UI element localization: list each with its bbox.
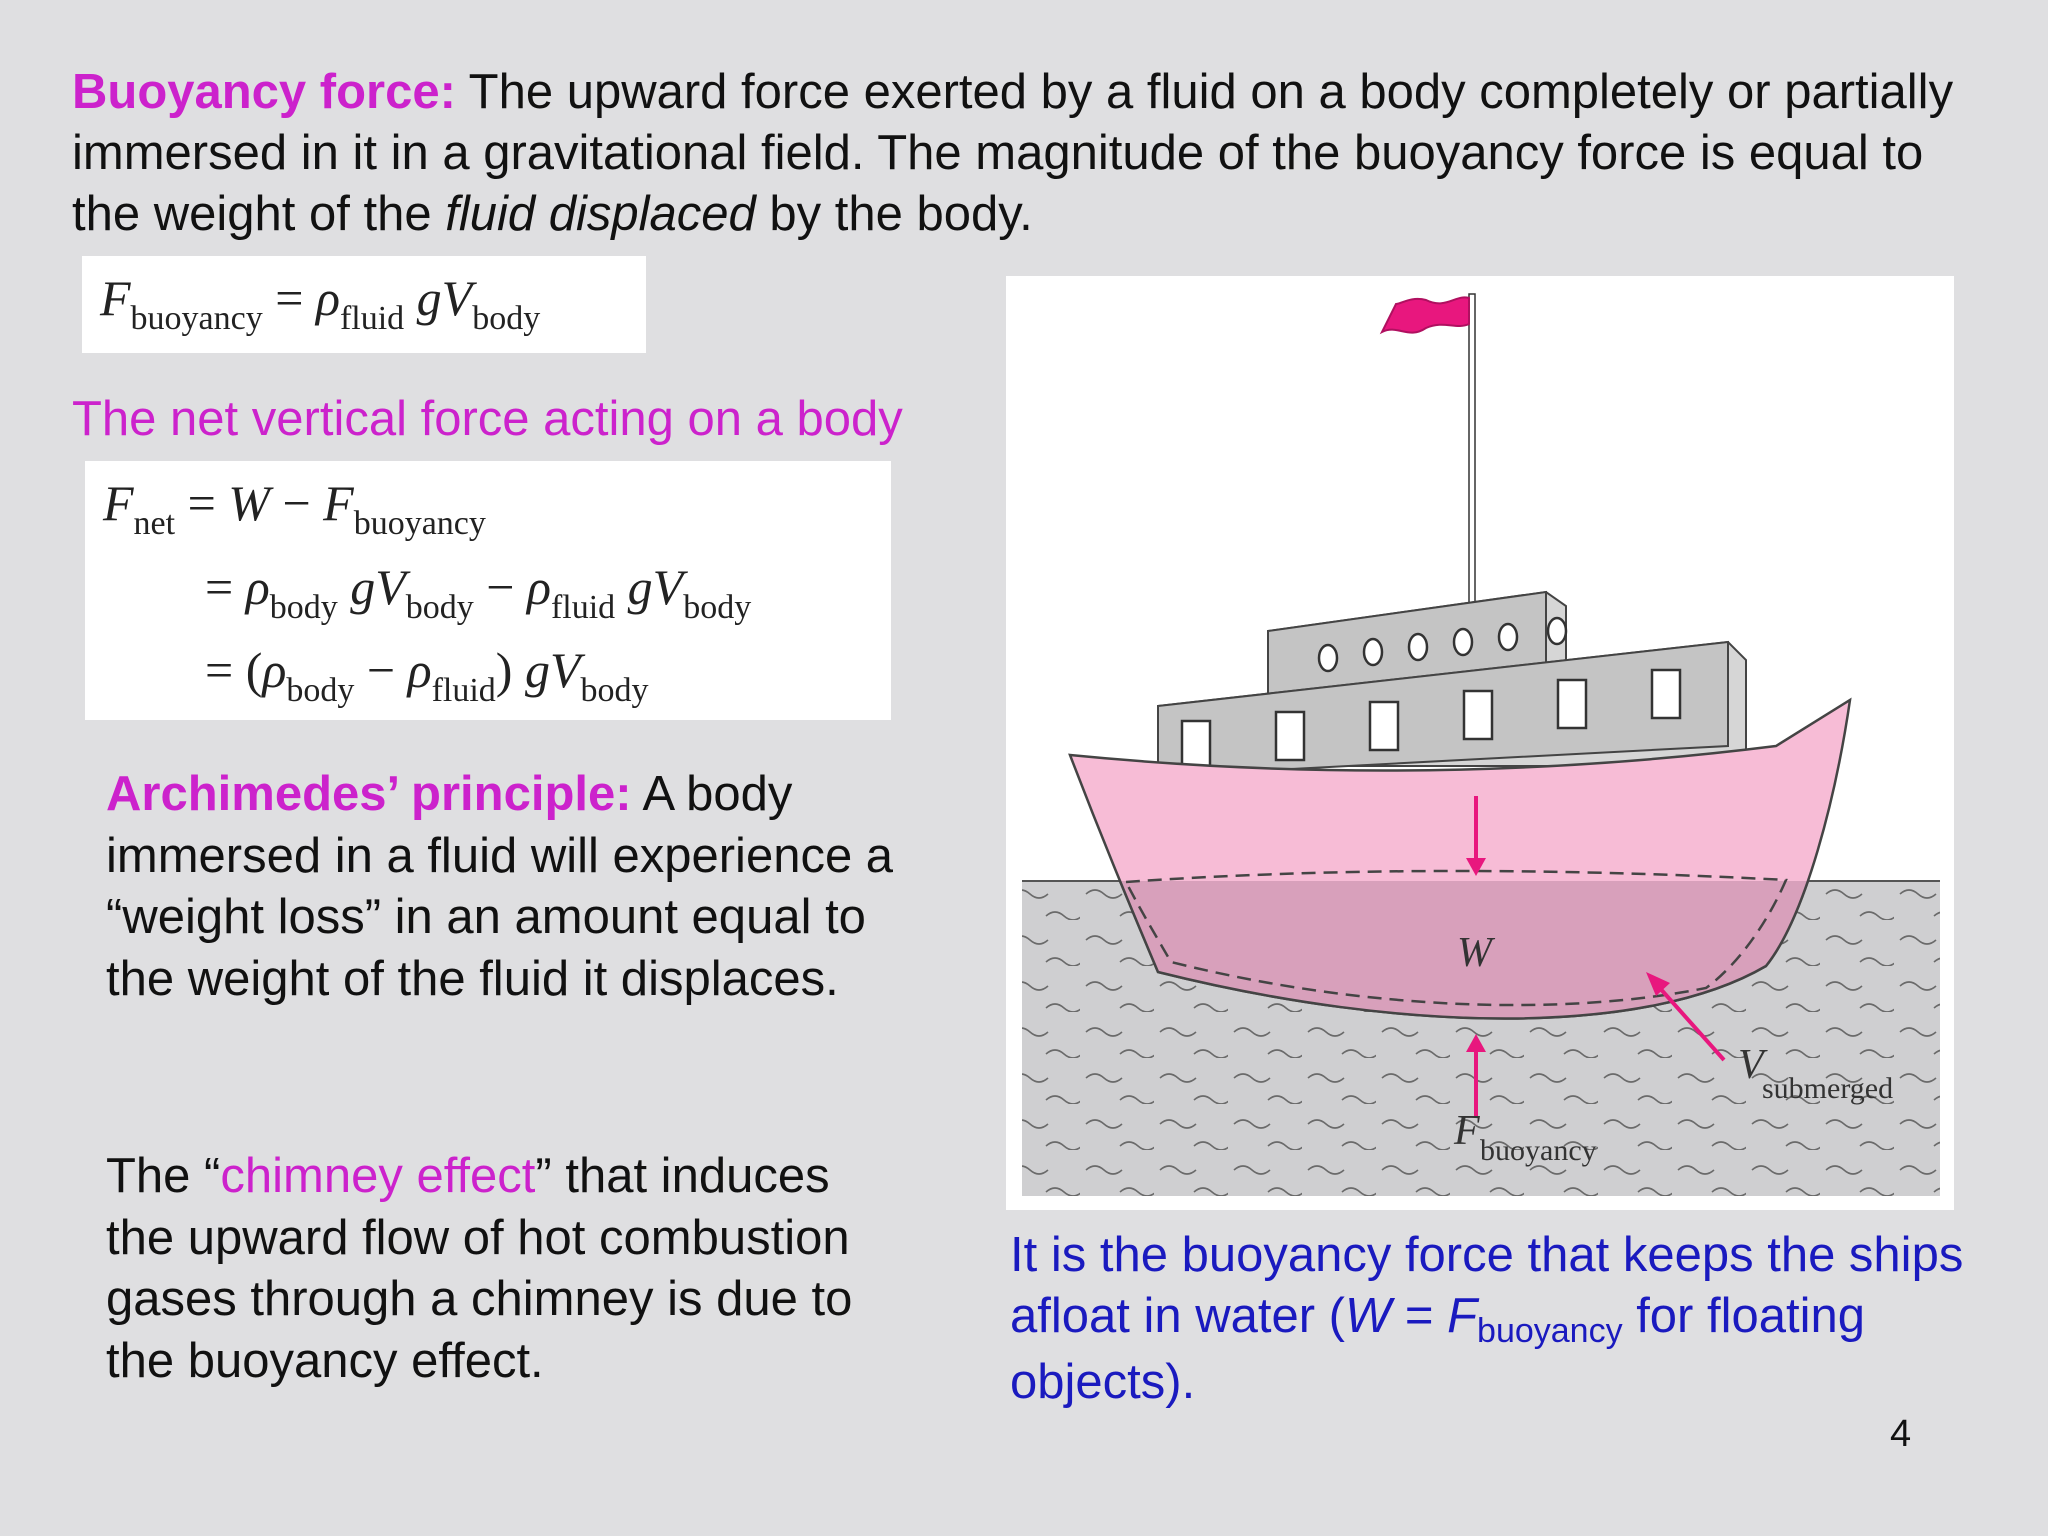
- buoyancy-definition-text-a: The upward force exerted by a fluid on a body completely or partially immersed in it in a gravitational field. The magnitude of the buoyancy force is equal to the weight of the: [72, 65, 1954, 241]
- archimedes-text: A body immersed in a fluid will experience a “weight loss” in an amount equal to the weight of the fluid it displaces.: [106, 767, 894, 1006]
- label-W: W: [1457, 930, 1492, 976]
- eq1-rho: ρ: [315, 270, 340, 326]
- chimney-effect-paragraph: [106, 1146, 906, 1392]
- eq1-F-sub: buoyancy: [130, 300, 263, 337]
- page-number: 4: [1890, 1413, 1912, 1455]
- net-force-equation-line-3: = $(\rho_{body} - \rho_{fluid})$ $gV_{body}$: [205, 642, 649, 709]
- net-force-equation: [85, 461, 891, 720]
- chimney-text-a: The “: [106, 1149, 221, 1203]
- figure-caption: [1010, 1225, 1970, 1413]
- caption-W: W: [1345, 1289, 1392, 1343]
- net-force-equation-line-1: $F_{net} = W - F_{buoyancy}$: [103, 475, 486, 542]
- chimney-term: chimney effect: [220, 1149, 536, 1203]
- eq1-g: g: [404, 270, 442, 326]
- buoyancy-equation-line: [100, 270, 541, 337]
- label-F-sub: buoyancy: [1480, 1134, 1597, 1167]
- net-force-equation-line-2: = $\rho_{body}$ $gV_{body} - \rho_{fluid}$ $gV_{body}$: [205, 559, 752, 626]
- buoyancy-definition: [72, 62, 2002, 245]
- archimedes-principle: [106, 764, 906, 1010]
- eq1-V: V: [441, 270, 473, 326]
- buoyancy-definition-italic: fluid displaced: [445, 187, 756, 241]
- eq1-rho-sub: fluid: [339, 300, 405, 337]
- eq1-V-sub: body: [472, 300, 541, 337]
- caption-F: F: [1447, 1289, 1478, 1343]
- buoyancy-definition-text-b: by the body.: [755, 187, 1033, 241]
- flag: [1382, 297, 1469, 332]
- caption-F-sub: buoyancy: [1477, 1312, 1623, 1350]
- label-F: F: [1454, 1108, 1480, 1154]
- ship-buoyancy-figure: [1006, 276, 1954, 1210]
- archimedes-term: Archimedes’ principle:: [106, 767, 632, 821]
- eq1-F: F: [100, 270, 131, 326]
- label-V-sub: submerged: [1762, 1072, 1894, 1105]
- ship-diagram: [1006, 276, 1954, 1210]
- caption-text-a: It is the buoyancy force that keeps the ships afloat in water (: [1010, 1228, 1964, 1343]
- caption-text-b: for floating objects).: [1010, 1289, 1865, 1409]
- caption-equals: =: [1391, 1289, 1448, 1343]
- eq1-equals: =: [262, 270, 316, 326]
- buoyancy-term: Buoyancy force:: [72, 65, 456, 119]
- label-V: V: [1738, 1042, 1764, 1088]
- buoyancy-equation: [82, 256, 646, 353]
- chimney-text-b: ” that induces the upward flow of hot combustion gases through a chimney is due to the buoyancy effect.: [106, 1149, 853, 1388]
- net-force-title: The net vertical force acting on a body: [72, 392, 903, 446]
